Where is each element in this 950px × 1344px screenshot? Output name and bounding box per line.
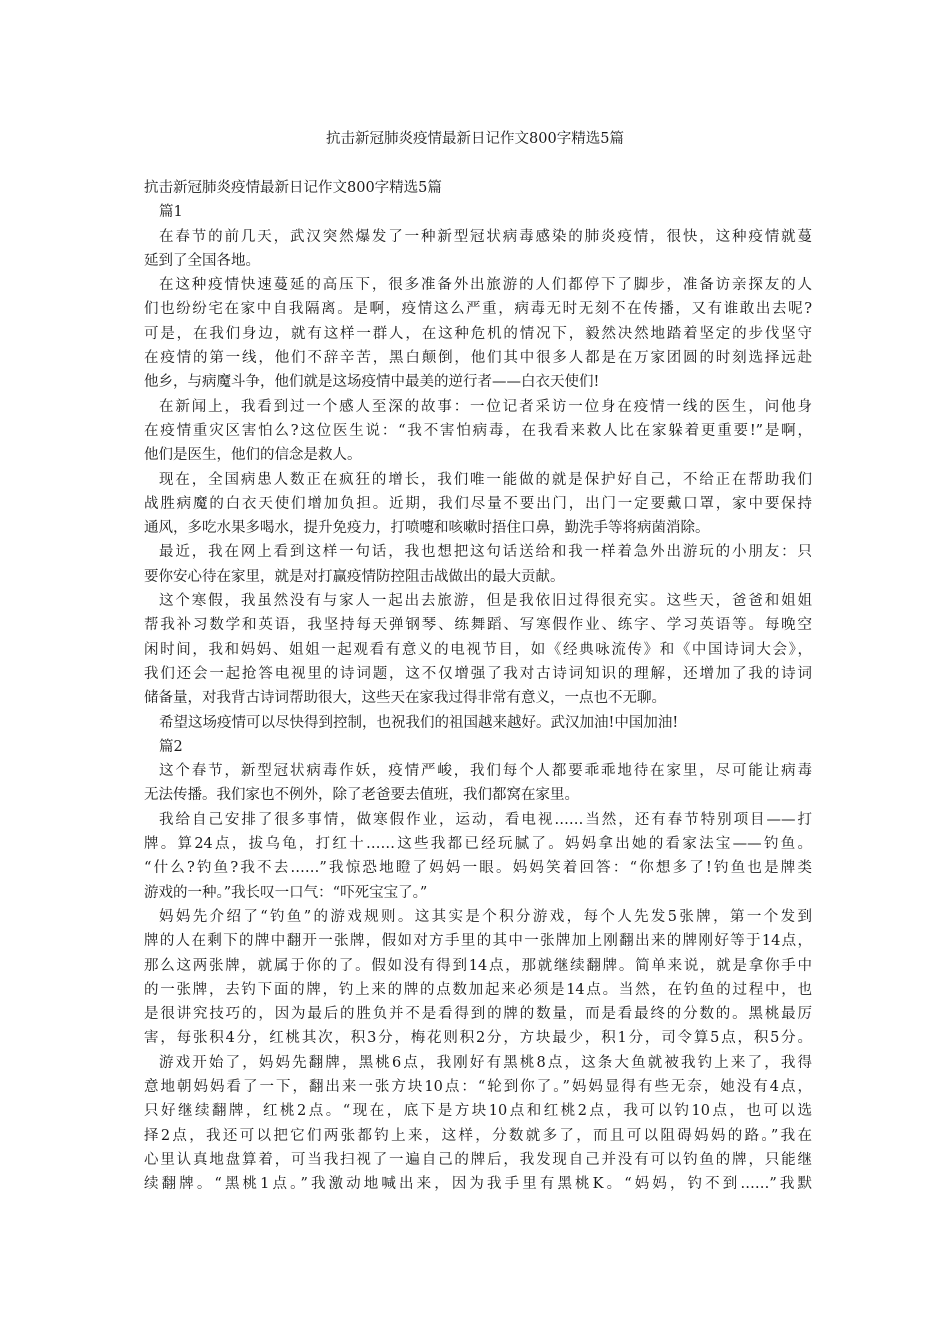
text-line: 我给自己安排了很多事情，做寒假作业，运动，看电视……当然，还有春节特别项目——打 (159, 811, 812, 828)
text-line: 们也纷纷宅在家中自我隔离。是啊，疫情这么严重，病毒无时无刻不在传播，又有谁敢出去呢? (144, 301, 812, 318)
text-line: 意地朝妈妈看了一下，翻出来一张方块10点：“轮到你了。”妈妈显得有些无奈，她没有4点， (144, 1078, 812, 1095)
text-line: 现在，全国病患人数正在疯狂的增长，我们唯一能做的就是保护好自己，不给正在帮助我们 (159, 471, 812, 488)
text-line: 心里认真地盘算着，可当我扫视了一遍自己的牌后，我发现自己并没有可以钓鱼的牌，只能继 (144, 1151, 812, 1168)
text-line: 可是，在我们身边，就有这样一群人，在这种危机的情况下，毅然决然地踏着坚定的步伐坚守 (144, 325, 812, 342)
text-line: 希望这场疫情可以尽快得到控制，也祝我们的祖国越来越好。武汉加油!中国加油! (159, 714, 679, 731)
text-line: 通风，多吃水果多喝水，提升免疫力，打喷嚏和咳嗽时捂住口鼻，勤洗手等将病菌消除。 (144, 520, 710, 537)
text-line: 这个春节，新型冠状病毒作妖，疫情严峻，我们每个人都要乖乖地待在家里，尽可能让病毒 (159, 763, 812, 780)
text-line: 他们是医生，他们的信念是救人。 (144, 447, 362, 464)
text-line: 闲时间，我和妈妈、姐姐一起观看有意义的电视节目，如《经典咏流传》和《中国诗词大会》， (144, 641, 812, 658)
text-line: 续翻牌。“黑桃1点。”我激动地喊出来，因为我手里有黑桃K。“妈妈，钓不到……”我默 (144, 1176, 812, 1193)
text-line: 妈妈先介绍了“钓鱼”的游戏规则。这其实是个积分游戏，每个人先发5张牌，第一个发到 (159, 908, 812, 925)
text-line: 他乡，与病魔斗争，他们就是这场疫情中最美的逆行者——白衣天使们! (144, 374, 600, 391)
text-line: 游戏的一种。”我长叹一口气：“吓死宝宝了。” (144, 884, 428, 901)
text-line: 帮我补习数学和英语，我坚持每天弹钢琴、练舞蹈、写寒假作业、练字、学习英语等。每晚空 (144, 617, 812, 634)
text-line: 的一张牌，去钓下面的牌，钓上来的牌的点数加起来必须是14点。当然，在钓鱼的过程中，也 (144, 981, 812, 998)
text-line: 是很讲究技巧的，因为最后的胜负并不是看得到的牌的数量，而是看最终的分数的。黑桃最厉 (144, 1006, 812, 1023)
text-line: 要你安心待在家里，就是对打赢疫情防控阻击战做出的最大贡献。 (144, 568, 565, 585)
text-line: 篇1 (159, 204, 183, 221)
text-line: 我们还会一起抢答电视里的诗词题，这不仅增强了我对古诗词知识的理解，还增加了我的诗词 (144, 665, 812, 682)
text-line: 抗击新冠肺炎疫情最新日记作文800字精选5篇 (144, 180, 442, 196)
document-title: 抗击新冠肺炎疫情最新日记作文800字精选5篇 (326, 131, 624, 147)
text-line: 在春节的前几天，武汉突然爆发了一种新型冠状病毒感染的肺炎疫情，很快，这种疫情就蔓 (159, 228, 812, 245)
text-line: 在这种疫情快速蔓延的高压下，很多准备外出旅游的人们都停下了脚步，准备访亲探友的人 (159, 277, 812, 294)
text-line: 最近，我在网上看到这样一句话，我也想把这句话送给和我一样着急外出游玩的小朋友：只 (159, 544, 812, 561)
text-line: 篇2 (159, 738, 183, 755)
text-line: 这个寒假，我虽然没有与家人一起出去旅游，但是我依旧过得很充实。这些天，爸爸和姐姐 (159, 593, 812, 610)
text-line: 牌的人在剩下的牌中翻开一张牌，假如对方手里的其中一张牌加上刚翻出来的牌刚好等于14点， (144, 933, 812, 950)
text-line: 在疫情重灾区害怕么?这位医生说：“我不害怕病毒，在我看来救人比在家躲着更重要!”是啊， (144, 422, 812, 439)
text-line: 只好继续翻牌，红桃2点。“现在，底下是方块10点和红桃2点，我可以钓10点，也可以选 (144, 1103, 812, 1120)
text-line: 无法传播。我们家也不例外，除了老爸要去值班，我们都窝在家里。 (144, 787, 579, 804)
text-line: 储备量，对我背古诗词帮助很大，这些天在家我过得非常有意义，一点也不无聊。 (144, 690, 666, 707)
text-line: 战胜病魔的白衣天使们增加负担。近期，我们尽量不要出门，出门一定要戴口罩，家中要保持 (144, 495, 812, 512)
document-body (144, 176, 812, 1196)
text-line: 牌。算24点，拔乌龟，打红十……这些我都已经玩腻了。妈妈拿出她的看家法宝——钓鱼。 (144, 836, 812, 853)
text-line: 害，每张积4分，红桃其次，积3分，梅花则积2分，方块最少，积1分，司令算5点，积5分。 (144, 1030, 812, 1047)
text-line: 择2点，我还可以把它们两张都钓上来，这样，分数就多了，而且可以阻碍妈妈的路。”我在 (144, 1127, 812, 1144)
text-line: 在疫情的第一线，他们不辞辛苦，黑白颠倒，他们其中很多人都是在万家团圆的时刻选择远赴 (144, 350, 812, 367)
text-line: 游戏开始了，妈妈先翻牌，黑桃6点，我刚好有黑桃8点，这条大鱼就被我钓上来了，我得 (159, 1054, 812, 1071)
text-line: 那么这两张牌，就属于你的了。假如没有得到14点，那就继续翻牌。简单来说，就是拿你手中 (144, 957, 812, 974)
text-line: 在新闻上，我看到过一个感人至深的故事：一位记者采访一位身在疫情一线的医生，问他身 (159, 398, 812, 415)
text-line: 延到了全国各地。 (144, 252, 260, 269)
text-line: “什么?钓鱼?我不去……”我惊恐地瞪了妈妈一眼。妈妈笑着回答：“你想多了!钓鱼也是牌类 (144, 860, 812, 877)
